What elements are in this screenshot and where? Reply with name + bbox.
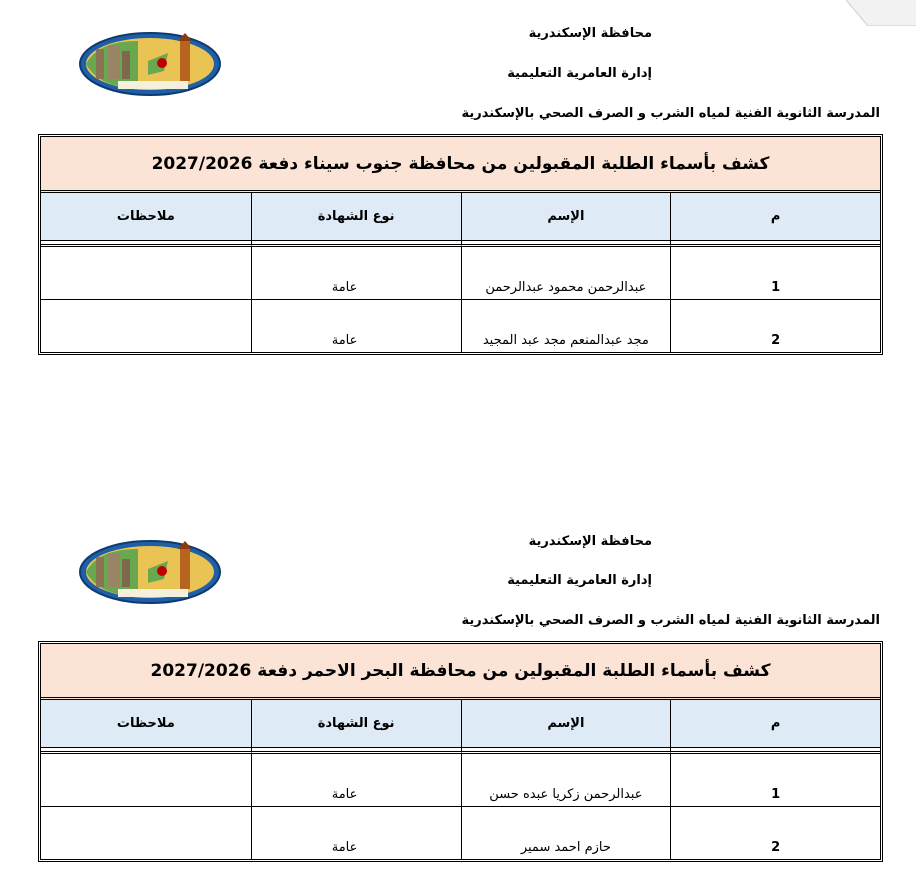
student-name: حازم احمد سمير (461, 807, 671, 859)
notes-cell (41, 300, 251, 352)
column-header-certificate: نوع الشهادة (251, 193, 461, 241)
governorate-heading: محافظة الإسكندرية (528, 26, 652, 41)
governorate-heading: محافظة الإسكندرية (528, 534, 652, 549)
students-table (38, 641, 883, 862)
notes-cell (41, 807, 251, 859)
row-number: 2 (670, 300, 880, 352)
column-header-notes: ملاحظات (41, 193, 251, 241)
table-row (41, 807, 880, 859)
column-header-name: الإسم (461, 700, 671, 748)
student-name: عبدالرحمن محمود عبدالرحمن (461, 247, 671, 300)
administration-heading: إدارة العامرية التعليمية (507, 66, 652, 81)
table-row (41, 247, 880, 300)
table-row (41, 754, 880, 807)
certificate-type: عامة (331, 787, 358, 802)
row-number: 1 (670, 247, 880, 300)
certificate-type: عامة (331, 280, 358, 295)
page-corner-fold (846, 0, 916, 26)
school-logo-icon (78, 31, 222, 97)
certificate-type: عامة (331, 840, 358, 855)
student-name: مجد عبدالمنعم مجد عبد المجيد (461, 300, 671, 352)
column-header-number: م (670, 193, 880, 241)
table-title: كشف بأسماء الطلبة المقبولين من محافظة البحر الاحمر دفعة 2027/2026 (41, 644, 880, 700)
row-number: 2 (670, 807, 880, 859)
certificate-type: عامة (331, 333, 358, 348)
student-name: عبدالرحمن زكريا عبده حسن (461, 754, 671, 807)
column-header-notes: ملاحظات (41, 700, 251, 748)
column-header-certificate: نوع الشهادة (251, 700, 461, 748)
students-table (38, 134, 883, 355)
row-number: 1 (670, 754, 880, 807)
table-row (41, 300, 880, 352)
column-header-number: م (670, 700, 880, 748)
table-title: كشف بأسماء الطلبة المقبولين من محافظة جنوب سيناء دفعة 2027/2026 (41, 137, 880, 193)
school-heading: المدرسة الثانوية الفنية لمياه الشرب و الصرف الصحي بالإسكندرية (461, 613, 880, 628)
notes-cell (41, 754, 251, 807)
administration-heading: إدارة العامرية التعليمية (507, 573, 652, 588)
school-heading: المدرسة الثانوية الفنية لمياه الشرب و الصرف الصحي بالإسكندرية (461, 106, 880, 121)
column-header-name: الإسم (461, 193, 671, 241)
school-logo-icon (78, 539, 222, 605)
notes-cell (41, 247, 251, 300)
